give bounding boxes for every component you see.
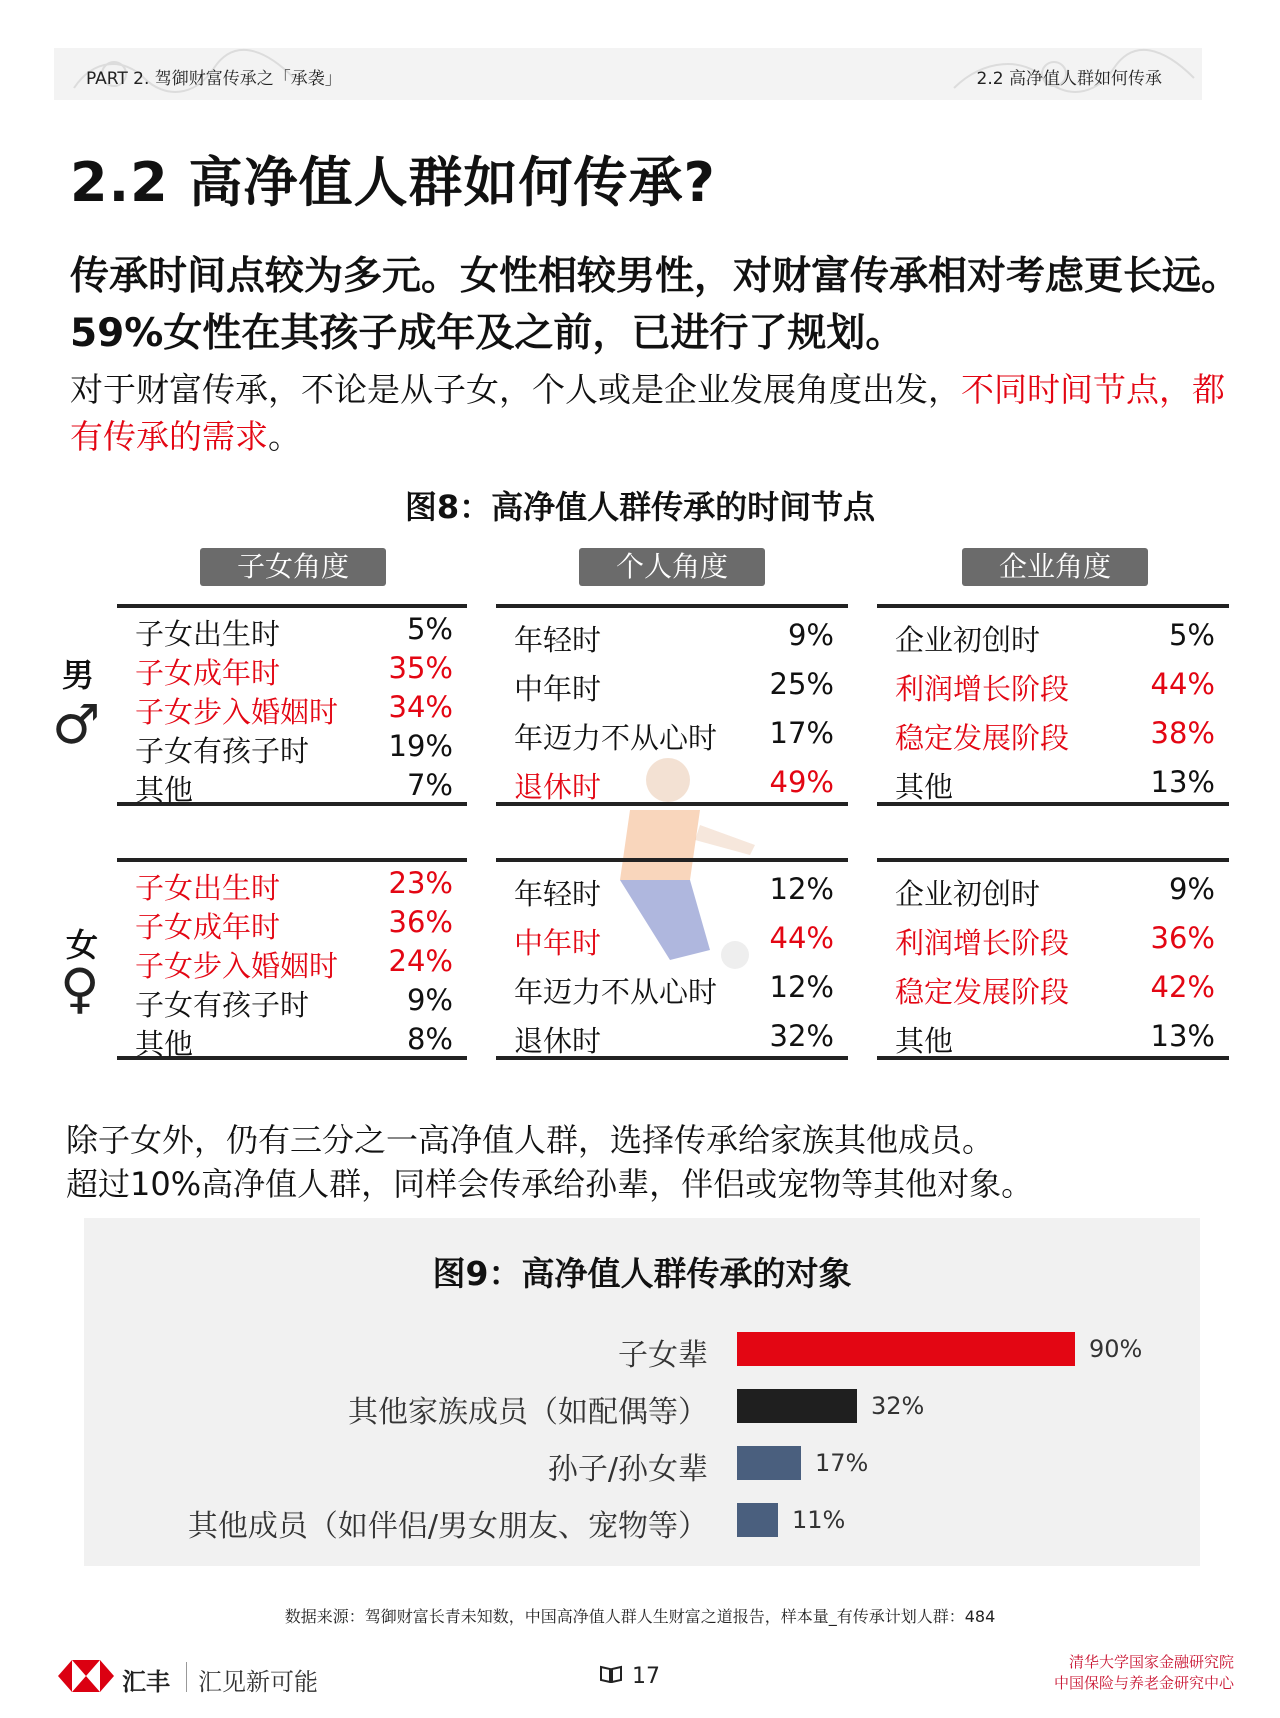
data-source: 数据来源：驾御财富长青未知数，中国高净值人群人生财富之道报告，样本量_有传承计划人群：484	[284, 1607, 996, 1626]
summary-line-1: 除子女外，仍有三分之一高净值人群，选择传承给家族其他成员。	[66, 1121, 995, 1159]
female-symbol-icon: ♀	[60, 957, 100, 1020]
summary-line-2: 超过10%高净值人群，同样会传承给孙辈，伴侣或宠物等其他对象。	[66, 1165, 1034, 1203]
figure9-title: 图9：高净值人群传承的对象	[432, 1254, 852, 1293]
brand-slogan: 汇见新可能	[198, 1668, 318, 1696]
bar-value-children: 90%	[1089, 1335, 1143, 1363]
bar-label-family: 其他家族成员（如配偶等）	[348, 1395, 708, 1430]
hsbc-logo-icon	[58, 1660, 114, 1692]
brand-name: 汇丰	[122, 1668, 170, 1696]
female-children-table: 子女出生时 23% 子女成年时 36% 子女步入婚姻时 24% 子女有孩子时 9% 其他 8%	[117, 858, 467, 1060]
headline: 传承时间点较为多元。女性相较男性，对财富传承相对考虑更长远。59%女性在其孩子成年及之前，已进行了规划。	[70, 254, 1241, 356]
bar-value-family: 32%	[871, 1392, 925, 1420]
male-symbol-icon: ♂	[52, 693, 101, 756]
female-label: 女	[66, 926, 99, 964]
male-personal-table: 年轻时 9% 中年时 25% 年迈力不从心时 17% 退休时 49%	[496, 604, 848, 806]
male-enterprise-table: 企业初创时 5% 利润增长阶段 44% 稳定发展阶段 38% 其他 13%	[877, 604, 1229, 806]
bar-value-grandchildren: 17%	[815, 1449, 869, 1477]
header-band	[54, 48, 1202, 100]
brand-divider	[186, 1662, 187, 1692]
intro-end: 。	[268, 417, 301, 456]
perspective-enterprise: 企业角度	[962, 548, 1148, 586]
bar-label-other: 其他成员（如伴侣/男女朋友、宠物等）	[187, 1509, 708, 1544]
institution-line-1: 清华大学国家金融研究院	[1068, 1653, 1234, 1671]
figure8-title: 图8：高净值人群传承的时间节点	[404, 488, 876, 526]
bar-label-children: 子女辈	[618, 1338, 708, 1373]
page-number-text: 17	[632, 1664, 660, 1689]
page-title: 2.2 高净值人群如何传承?	[70, 151, 716, 214]
institution-line-2: 中国保险与养老金研究中心	[1053, 1674, 1234, 1692]
header-section-label: PART 2. 驾御财富传承之「承袭」	[86, 69, 342, 89]
intro-highlight: 不同时间节点，都有传承的需求	[70, 370, 1225, 456]
female-enterprise-table: 企业初创时 9% 利润增长阶段 36% 稳定发展阶段 42% 其他 13%	[877, 858, 1229, 1060]
bar-label-grandchildren: 孙子/孙女辈	[547, 1452, 708, 1487]
female-personal-table: 年轻时 12% 中年时 44% 年迈力不从心时 12% 退休时 32%	[496, 858, 848, 1060]
male-children-table: 子女出生时 5% 子女成年时 35% 子女步入婚姻时 34% 子女有孩子时 19% 其他 7%	[117, 604, 467, 806]
header-subsection-label: 2.2 高净值人群如何传承	[976, 69, 1162, 89]
bar-value-other: 11%	[792, 1506, 846, 1534]
perspective-personal: 个人角度	[579, 548, 765, 586]
male-label: 男	[62, 656, 95, 694]
intro-paragraph	[70, 366, 1230, 460]
footer-brand	[58, 1656, 338, 1696]
book-icon	[600, 1664, 622, 1689]
summary-paragraph	[66, 1118, 1226, 1206]
page-number	[600, 1664, 660, 1689]
intro-text: 对于财富传承，不论是从子女，个人或是企业发展角度出发，	[70, 370, 961, 409]
institution-block	[1054, 1652, 1234, 1694]
perspective-children: 子女角度	[200, 548, 386, 586]
